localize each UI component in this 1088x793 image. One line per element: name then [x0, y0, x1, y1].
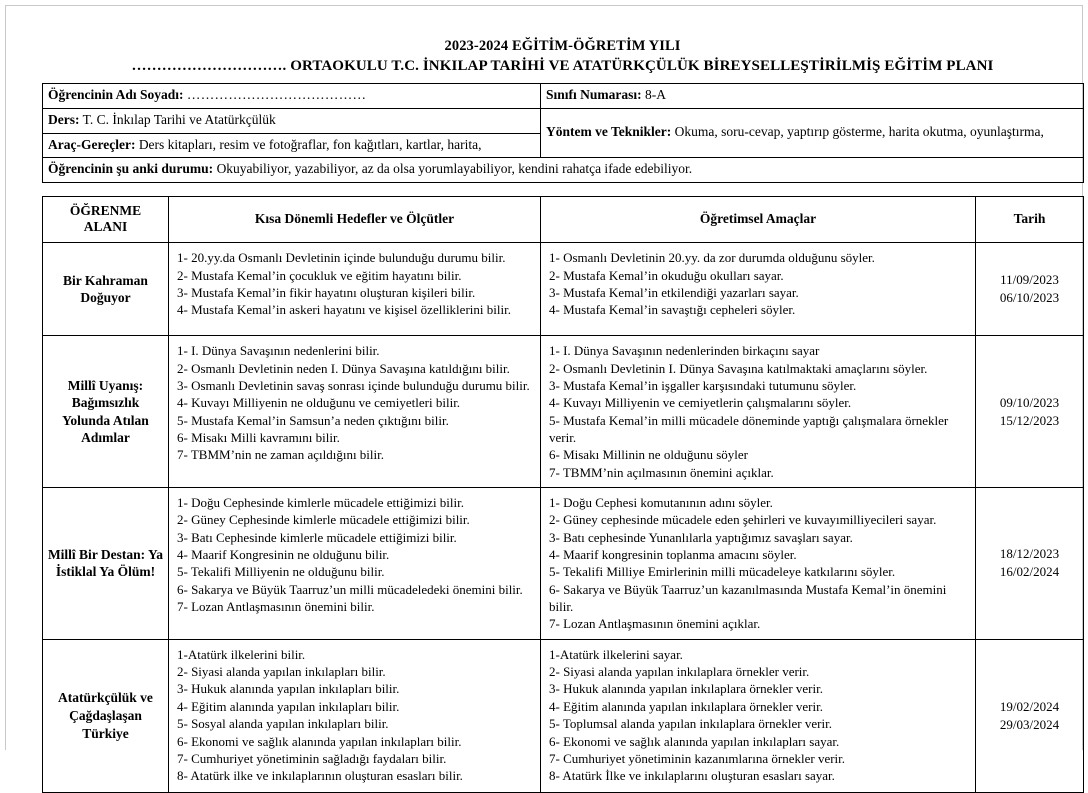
list-item: 3- Hukuk alanında yapılan inkılaplara örnekler verir.	[549, 681, 823, 697]
list-item: 2- Siyasi alanda yapılan inkılaplara örnekler verir.	[549, 664, 810, 680]
cell-date	[976, 639, 1084, 792]
student-status-label: Öğrencinin şu anki durumu:	[48, 161, 214, 177]
list-item: 3- Osmanlı Devletinin savaş sonrası içinde bulunduğu durumu bilir.	[177, 377, 530, 393]
list-item: 5- Tekalifi Milliye Emirlerinin milli mücadeleye katkılarını söyler.	[549, 564, 896, 580]
title-academic-year: 2023-2024 EĞİTİM-ÖĞRETİM YILI	[444, 38, 681, 54]
materials-value: Ders kitapları, resim ve fotoğraflar, fon kağıtları, kartlar, harita,	[138, 136, 482, 152]
list-item: 2- Siyasi alanda yapılan inkılapları bilir.	[177, 664, 386, 680]
cell-instructional-purposes	[541, 336, 976, 488]
student-info-table	[42, 83, 1084, 184]
lesson-label: Ders:	[48, 111, 80, 127]
cell-learning-area: Millî Bir Destan: Ya İstiklal Ya Ölüm!	[43, 488, 169, 640]
header-learning-area: ÖĞRENME ALANI	[43, 197, 169, 243]
list-item: 4- Kuvayı Milliyenin ve cemiyetlerin çalışmalarını söyler.	[549, 395, 852, 411]
list-item: 6- Ekonomi ve sağlık alanında yapılan inkılapları bilir.	[177, 733, 462, 749]
list-item: 3- Hukuk alanında yapılan inkılapları bilir.	[177, 681, 400, 697]
list-item: 3- Batı cephesinde Yunanlılarla yaptığımız savaşları sayar.	[549, 529, 853, 545]
list-item: 2- Mustafa Kemal’in çocukluk ve eğitim hayatını bilir.	[177, 267, 462, 283]
lesson-value: T. C. İnkılap Tarihi ve Atatürkçülük	[82, 111, 276, 127]
list-item: 7- Lozan Antlaşmasının önemini açıklar.	[549, 616, 761, 632]
class-number-label: Sınıfı Numarası:	[546, 86, 642, 102]
list-item: 7- Lozan Antlaşmasının önemini bilir.	[177, 599, 375, 615]
list-item: 2- Osmanlı Devletinin neden I. Dünya Savaşına katıldığını bilir.	[177, 360, 510, 376]
date-value: 11/09/2023	[1000, 272, 1059, 288]
table-row	[43, 336, 1084, 488]
list-item: 2- Mustafa Kemal’in okuduğu okulları sayar.	[549, 267, 784, 283]
list-item: 7- Cumhuriyet yönetiminin kazanımlarına örnekler verir.	[549, 750, 846, 766]
list-item: 2- Osmanlı Devletinin I. Dünya Savaşına katılmaktaki amaçlarını söyler.	[549, 360, 928, 376]
list-item: 3- Mustafa Kemal’in fikir hayatını oluşturan kişileri bilir.	[177, 284, 476, 300]
info-row-name-class	[43, 83, 1084, 108]
list-item: 1-Atatürk ilkelerini sayar.	[549, 646, 683, 662]
info-row-status	[43, 158, 1084, 183]
list-item: 3- Mustafa Kemal’in etkilendiği yazarları sayar.	[549, 284, 799, 300]
cell-learning-area: Atatürkçülük ve Çağdaşlaşan Türkiye	[43, 639, 169, 792]
class-number-value: 8-A	[645, 86, 667, 102]
list-item: 8- Atatürk ilke ve inkılaplarının oluşturan esasları bilir.	[177, 768, 463, 784]
method-cell	[541, 108, 1084, 158]
cell-short-term-objectives	[169, 639, 541, 792]
list-item: 5- Mustafa Kemal’in Samsun’a neden çıktığını bilir.	[177, 412, 449, 428]
table-row	[43, 488, 1084, 640]
list-item: 1- Osmanlı Devletinin 20.yy. da zor durumda olduğunu söyler.	[549, 250, 875, 266]
student-status-cell	[43, 158, 1084, 183]
list-item: 2- Güney Cephesinde kimlerle mücadele ettiğimizi bilir.	[177, 512, 470, 528]
list-item: 1- Doğu Cephesinde kimlerle mücadele ettiğimizi bilir.	[177, 495, 465, 511]
date-value: 15/12/2023	[999, 412, 1060, 428]
method-label: Yöntem ve Teknikler:	[546, 124, 672, 140]
materials-label: Araç-Gereçler:	[48, 136, 136, 152]
table-row	[43, 639, 1084, 792]
list-item: 8- Atatürk İlke ve inkılaplarını oluşturan esasları sayar.	[549, 768, 835, 784]
cell-short-term-objectives	[169, 336, 541, 488]
cell-short-term-objectives	[169, 243, 541, 336]
cell-date	[976, 336, 1084, 488]
document-sheet	[42, 0, 1083, 793]
plan-table-header-row	[43, 197, 1084, 243]
document-title	[42, 0, 1083, 76]
lesson-cell	[43, 108, 541, 133]
header-instructional-purposes: Öğretimsel Amaçlar	[541, 197, 976, 243]
date-value: 19/02/2024	[999, 698, 1060, 714]
cell-instructional-purposes	[541, 639, 976, 792]
list-item: 5- Sosyal alanda yapılan inkılapları bilir.	[177, 716, 389, 732]
cell-learning-area: Millî Uyanış: Bağımsızlık Yolunda Atılan Adımlar	[43, 336, 169, 488]
education-plan-table	[42, 196, 1084, 793]
list-item: 4- Eğitim alanında yapılan inkılaplara örnekler verir.	[549, 698, 823, 714]
materials-cell	[43, 133, 541, 158]
cell-instructional-purposes	[541, 488, 976, 640]
cell-instructional-purposes	[541, 243, 976, 336]
class-number-cell	[541, 83, 1084, 108]
list-item: 5- Mustafa Kemal’in milli mücadele döneminde yaptığı çalışmalara örnekler verir.	[549, 412, 949, 446]
header-date: Tarih	[976, 197, 1084, 243]
date-value: 09/10/2023	[999, 394, 1060, 410]
list-item: 3- Mustafa Kemal’in işgaller karşısındaki tutumunu söyler.	[549, 377, 857, 393]
header-short-term-objectives: Kısa Dönemli Hedefler ve Ölçütler	[169, 197, 541, 243]
list-item: 7- Cumhuriyet yönetiminin sağladığı faydaları bilir.	[177, 750, 447, 766]
list-item: 2- Güney cephesinde mücadele eden şehirleri ve kuvayımilliyecileri sayar.	[549, 512, 937, 528]
student-name-value: …………………………………	[186, 86, 367, 102]
info-row-lesson-method	[43, 108, 1084, 133]
date-value: 16/02/2024	[999, 564, 1060, 580]
plan-table-body	[43, 243, 1084, 793]
list-item: 4- Mustafa Kemal’in savaştığı cepheleri söyler.	[549, 302, 796, 318]
student-name-cell	[43, 83, 541, 108]
list-item: 6- Misakı Millinin ne olduğunu söyler	[549, 447, 748, 463]
list-item: 4- Maarif Kongresinin ne olduğunu bilir.	[177, 547, 390, 563]
list-item: 1-Atatürk ilkelerini bilir.	[177, 646, 306, 662]
cell-short-term-objectives	[169, 488, 541, 640]
list-item: 4- Kuvayı Milliyenin ne olduğunu ve cemiyetleri bilir.	[177, 395, 461, 411]
list-item: 4- Maarif kongresinin toplanma amacını söyler.	[549, 547, 797, 563]
list-item: 5- Tekalifi Milliyenin ne olduğunu bilir.	[177, 564, 385, 580]
list-item: 7- TBMM’nin açılmasının önemini açıklar.	[549, 464, 774, 480]
list-item: 5- Toplumsal alanda yapılan inkılaplara örnekler verir.	[549, 716, 832, 732]
cell-date	[976, 243, 1084, 336]
list-item: 4- Mustafa Kemal’in askeri hayatını ve kişisel özelliklerini bilir.	[177, 302, 511, 318]
list-item: 6- Misakı Milli kavramını bilir.	[177, 430, 340, 446]
list-item: 4- Eğitim alanında yapılan inkılapları bilir.	[177, 698, 400, 714]
list-item: 6- Ekonomi ve sağlık alanında yapılan inkılapları sayar.	[549, 733, 840, 749]
date-value: 18/12/2023	[999, 546, 1060, 562]
cell-learning-area: Bir Kahraman Doğuyor	[43, 243, 169, 336]
date-value: 06/10/2023	[999, 290, 1060, 306]
list-item: 6- Sakarya ve Büyük Taarruz’un kazanılmasında Mustafa Kemal’in önemini bilir.	[549, 581, 947, 615]
student-status-value: Okuyabiliyor, yazabiliyor, az da olsa yorumlayabiliyor, kendini rahatça ifade edebiliyor.	[216, 161, 693, 177]
list-item: 6- Sakarya ve Büyük Taarruz’un milli mücadeledeki önemini bilir.	[177, 581, 523, 597]
list-item: 3- Batı Cephesinde kimlerle mücadele ettiğimizi bilir.	[177, 529, 457, 545]
list-item: 1- I. Dünya Savaşının nedenlerinden birkaçını sayar	[549, 343, 820, 359]
list-item: 1- Doğu Cephesi komutanının adını söyler.	[549, 495, 773, 511]
student-name-label: Öğrencinin Adı Soyadı:	[48, 86, 184, 102]
table-row	[43, 243, 1084, 336]
title-plan-name: …………………………. ORTAOKULU T.C. İNKILAP TARİHİ VE ATATÜRKÇÜLÜK BİREYSELLEŞTİRİLMİŞ EĞİTİM PLANI	[131, 58, 994, 75]
list-item: 1- 20.yy.da Osmanlı Devletinin içinde bulunduğu durumu bilir.	[177, 250, 506, 266]
method-value: Okuma, soru-cevap, yaptırıp gösterme, harita okutma, oyunlaştırma,	[674, 124, 1044, 140]
list-item: 7- TBMM’nin ne zaman açıldığını bilir.	[177, 447, 385, 463]
cell-date	[976, 488, 1084, 640]
date-value: 29/03/2024	[999, 716, 1060, 732]
list-item: 1- I. Dünya Savaşının nedenlerini bilir.	[177, 343, 380, 359]
